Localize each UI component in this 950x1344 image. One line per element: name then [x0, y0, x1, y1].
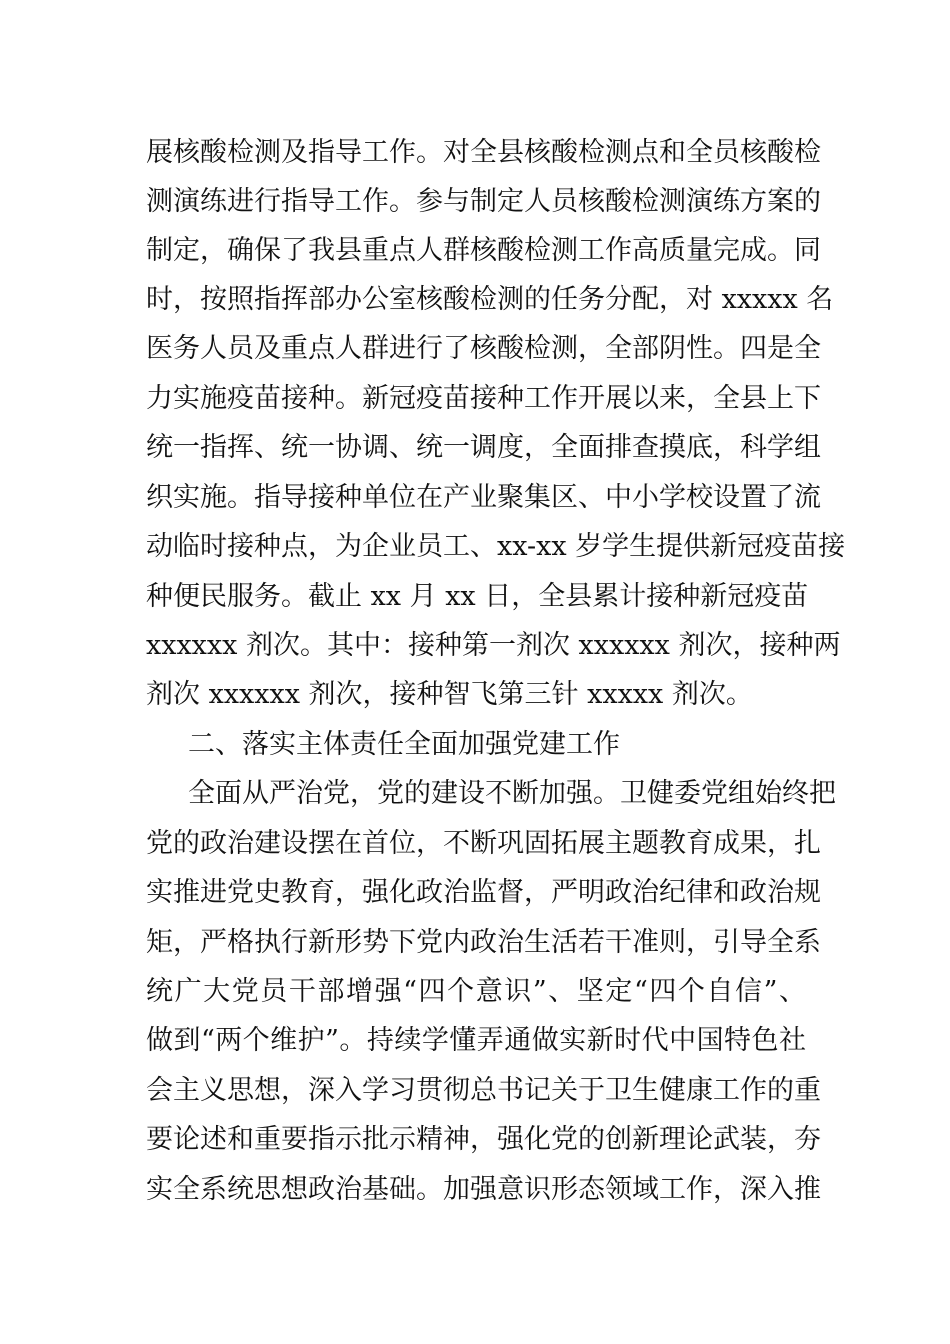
paragraph-line: 种便民服务。截止 xx 月 xx 日，全县累计接种新冠疫苗	[146, 581, 809, 612]
paragraph-line: 时，按照指挥部办公室核酸检测的任务分配，对 xxxxx 名	[146, 284, 834, 315]
paragraph-line: 会主义思想，深入学习贯彻总书记关于卫生健康工作的重	[146, 1075, 821, 1106]
paragraph-line: 测演练进行指导工作。参与制定人员核酸检测演练方案的	[146, 186, 821, 217]
paragraph-line: 织实施。指导接种单位在产业聚集区、中小学校设置了流	[146, 482, 821, 513]
paragraph-line: 医务人员及重点人群进行了核酸检测，全部阴性。四是全	[146, 333, 821, 364]
paragraph-line: 做到“两个维护”。持续学懂弄通做实新时代中国特色社	[146, 1025, 806, 1056]
paragraph-line: 力实施疫苗接种。新冠疫苗接种工作开展以来，全县上下	[146, 383, 821, 414]
paragraph-line: xxxxxx 剂次。其中：接种第一剂次 xxxxxx 剂次，接种两	[146, 630, 841, 661]
paragraph-line: 实推进党史教育，强化政治监督，严明政治纪律和政治规	[146, 877, 821, 908]
paragraph-line: 统广大党员干部增强“四个意识”、坚定“四个自信”、	[146, 976, 806, 1007]
paragraph-line: 要论述和重要指示批示精神，强化党的创新理论武装，夯	[146, 1124, 821, 1155]
paragraph-first-line: 全面从严治党，党的建设不断加强。卫健委党组始终把	[188, 778, 836, 809]
section-heading: 二、落实主体责任全面加强党建工作	[188, 729, 620, 760]
paragraph-last-line: 剂次 xxxxxx 剂次，接种智飞第三针 xxxxx 剂次。	[146, 679, 753, 710]
paragraph-line: 统一指挥、统一协调、统一调度，全面排查摸底，科学组	[146, 432, 821, 463]
paragraph-line: 党的政治建设摆在首位，不断巩固拓展主题教育成果，扎	[146, 828, 821, 859]
paragraph-line: 制定，确保了我县重点人群核酸检测工作高质量完成。同	[146, 235, 821, 266]
paragraph-line: 动临时接种点，为企业员工、xx-xx 岁学生提供新冠疫苗接	[146, 531, 846, 562]
paragraph-line: 展核酸检测及指导工作。对全县核酸检测点和全员核酸检	[146, 137, 821, 168]
paragraph-line: 实全系统思想政治基础。加强意识形态领域工作，深入推	[146, 1174, 821, 1205]
paragraph-line: 矩，严格执行新形势下党内政治生活若干准则，引导全系	[146, 927, 821, 958]
